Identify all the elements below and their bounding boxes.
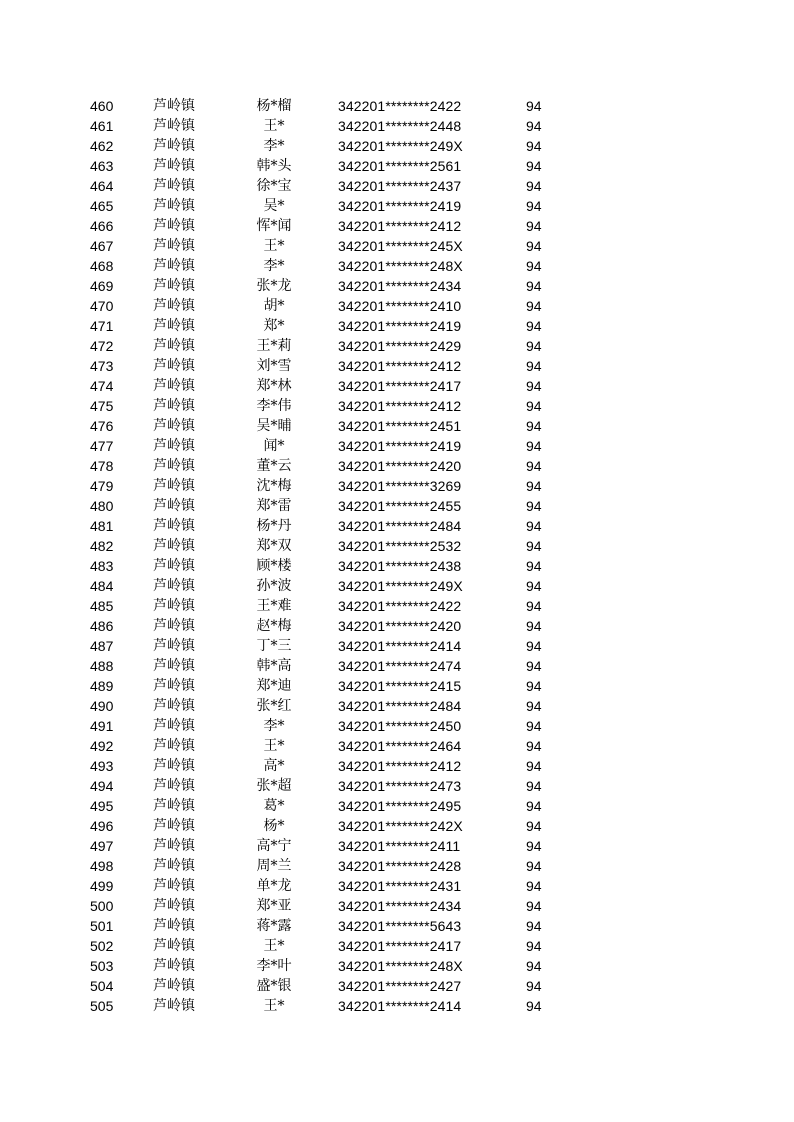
town-name: 芦岭镇	[153, 198, 195, 214]
id-number: 342201********2419	[338, 198, 462, 214]
person-name: 恽*闻	[256, 218, 292, 234]
score-value: 94	[526, 598, 542, 614]
town-name: 芦岭镇	[153, 918, 195, 934]
row-number: 464	[90, 178, 114, 194]
id-number: 342201********2450	[338, 718, 462, 734]
id-number: 342201********5643	[338, 918, 462, 934]
table-row	[0, 696, 794, 716]
id-number: 342201********2473	[338, 778, 462, 794]
person-name: 李*	[263, 718, 285, 734]
row-number: 462	[90, 138, 114, 154]
table-row	[0, 856, 794, 876]
person-name: 郑*	[263, 318, 285, 334]
row-number: 482	[90, 538, 114, 554]
person-name: 单*龙	[256, 878, 292, 894]
town-name: 芦岭镇	[153, 978, 195, 994]
table-row	[0, 616, 794, 636]
row-number: 474	[90, 378, 114, 394]
score-value: 94	[526, 738, 542, 754]
row-number: 470	[90, 298, 114, 314]
row-number: 497	[90, 838, 114, 854]
person-name: 丁*三	[256, 638, 292, 654]
town-name: 芦岭镇	[153, 538, 195, 554]
table-row	[0, 196, 794, 216]
id-number: 342201********2438	[338, 558, 462, 574]
score-value: 94	[526, 718, 542, 734]
score-value: 94	[526, 438, 542, 454]
score-value: 94	[526, 218, 542, 234]
row-number: 499	[90, 878, 114, 894]
id-number: 342201********2422	[338, 98, 462, 114]
id-number: 342201********242X	[338, 818, 463, 834]
id-number: 342201********2448	[338, 118, 462, 134]
table-row	[0, 896, 794, 916]
table-row	[0, 296, 794, 316]
person-name: 赵*梅	[256, 618, 292, 634]
row-number: 501	[90, 918, 114, 934]
person-name: 张*超	[256, 778, 292, 794]
id-number: 342201********2412	[338, 218, 462, 234]
person-name: 王*	[263, 938, 285, 954]
row-number: 478	[90, 458, 114, 474]
table-row	[0, 996, 794, 1016]
person-name: 郑*亚	[256, 898, 292, 914]
id-number: 342201********2434	[338, 278, 462, 294]
person-name: 顾*楼	[256, 558, 292, 574]
id-number: 342201********2437	[338, 178, 462, 194]
table-row	[0, 736, 794, 756]
town-name: 芦岭镇	[153, 878, 195, 894]
town-name: 芦岭镇	[153, 418, 195, 434]
table-row	[0, 776, 794, 796]
town-name: 芦岭镇	[153, 438, 195, 454]
row-number: 476	[90, 418, 114, 434]
row-number: 489	[90, 678, 114, 694]
table-row	[0, 976, 794, 996]
table-row	[0, 656, 794, 676]
table-row	[0, 256, 794, 276]
person-name: 徐*宝	[256, 178, 292, 194]
town-name: 芦岭镇	[153, 638, 195, 654]
table-row	[0, 876, 794, 896]
table-row	[0, 936, 794, 956]
person-name: 王*	[263, 238, 285, 254]
person-name: 郑*林	[256, 378, 292, 394]
row-number: 505	[90, 998, 114, 1014]
score-value: 94	[526, 918, 542, 934]
town-name: 芦岭镇	[153, 478, 195, 494]
table-row	[0, 156, 794, 176]
row-number: 477	[90, 438, 114, 454]
id-number: 342201********249X	[338, 138, 463, 154]
table-row	[0, 336, 794, 356]
table-row	[0, 456, 794, 476]
person-name: 王*难	[256, 598, 292, 614]
table-row	[0, 396, 794, 416]
table-row	[0, 556, 794, 576]
score-value: 94	[526, 198, 542, 214]
town-name: 芦岭镇	[153, 238, 195, 254]
row-number: 486	[90, 618, 114, 634]
town-name: 芦岭镇	[153, 258, 195, 274]
score-value: 94	[526, 178, 542, 194]
person-name: 董*云	[256, 458, 292, 474]
table-row	[0, 356, 794, 376]
table-row	[0, 116, 794, 136]
id-number: 342201********249X	[338, 578, 463, 594]
person-name: 沈*梅	[256, 478, 292, 494]
row-number: 496	[90, 818, 114, 834]
table-row	[0, 416, 794, 436]
row-number: 472	[90, 338, 114, 354]
table-row	[0, 136, 794, 156]
table-row	[0, 436, 794, 456]
score-value: 94	[526, 278, 542, 294]
person-name: 王*	[263, 118, 285, 134]
id-number: 342201********2412	[338, 358, 462, 374]
town-name: 芦岭镇	[153, 738, 195, 754]
id-number: 342201********2412	[338, 398, 462, 414]
person-name: 孙*波	[256, 578, 292, 594]
row-number: 481	[90, 518, 114, 534]
town-name: 芦岭镇	[153, 718, 195, 734]
person-name: 杨*	[263, 818, 285, 834]
score-value: 94	[526, 478, 542, 494]
id-number: 342201********2434	[338, 898, 462, 914]
table-row	[0, 176, 794, 196]
records-table	[0, 96, 794, 1016]
person-name: 王*	[263, 738, 285, 754]
score-value: 94	[526, 538, 542, 554]
score-value: 94	[526, 898, 542, 914]
town-name: 芦岭镇	[153, 858, 195, 874]
table-row	[0, 496, 794, 516]
id-number: 342201********2417	[338, 378, 462, 394]
town-name: 芦岭镇	[153, 338, 195, 354]
town-name: 芦岭镇	[153, 958, 195, 974]
score-value: 94	[526, 818, 542, 834]
row-number: 494	[90, 778, 114, 794]
id-number: 342201********2412	[338, 758, 462, 774]
person-name: 高*	[263, 758, 285, 774]
row-number: 492	[90, 738, 114, 754]
score-value: 94	[526, 958, 542, 974]
id-number: 342201********2414	[338, 998, 462, 1014]
score-value: 94	[526, 298, 542, 314]
id-number: 342201********2411	[338, 838, 461, 854]
row-number: 460	[90, 98, 114, 114]
row-number: 463	[90, 158, 114, 174]
score-value: 94	[526, 578, 542, 594]
score-value: 94	[526, 758, 542, 774]
id-number: 342201********2428	[338, 858, 462, 874]
id-number: 342201********2419	[338, 318, 462, 334]
town-name: 芦岭镇	[153, 498, 195, 514]
table-row	[0, 276, 794, 296]
table-row	[0, 236, 794, 256]
score-value: 94	[526, 558, 542, 574]
table-row	[0, 376, 794, 396]
town-name: 芦岭镇	[153, 318, 195, 334]
person-name: 吴*	[263, 198, 285, 214]
town-name: 芦岭镇	[153, 158, 195, 174]
id-number: 342201********245X	[338, 238, 463, 254]
person-name: 李*	[263, 138, 285, 154]
row-number: 473	[90, 358, 114, 374]
town-name: 芦岭镇	[153, 298, 195, 314]
id-number: 342201********2484	[338, 698, 462, 714]
person-name: 郑*迪	[256, 678, 292, 694]
score-value: 94	[526, 798, 542, 814]
score-value: 94	[526, 318, 542, 334]
person-name: 郑*双	[256, 538, 292, 554]
score-value: 94	[526, 338, 542, 354]
row-number: 480	[90, 498, 114, 514]
id-number: 342201********2420	[338, 458, 462, 474]
table-row	[0, 636, 794, 656]
score-value: 94	[526, 978, 542, 994]
table-row	[0, 796, 794, 816]
score-value: 94	[526, 618, 542, 634]
table-row	[0, 576, 794, 596]
row-number: 498	[90, 858, 114, 874]
score-value: 94	[526, 938, 542, 954]
score-value: 94	[526, 358, 542, 374]
score-value: 94	[526, 158, 542, 174]
person-name: 韩*头	[256, 158, 292, 174]
person-name: 李*	[263, 258, 285, 274]
score-value: 94	[526, 878, 542, 894]
row-number: 465	[90, 198, 114, 214]
id-number: 342201********2427	[338, 978, 462, 994]
town-name: 芦岭镇	[153, 838, 195, 854]
person-name: 高*宁	[256, 838, 292, 854]
id-number: 342201********2410	[338, 298, 462, 314]
score-value: 94	[526, 138, 542, 154]
row-number: 491	[90, 718, 114, 734]
id-number: 342201********248X	[338, 958, 463, 974]
id-number: 342201********2415	[338, 678, 462, 694]
person-name: 杨*榴	[256, 98, 292, 114]
person-name: 郑*雷	[256, 498, 292, 514]
id-number: 342201********2495	[338, 798, 462, 814]
id-number: 342201********2464	[338, 738, 462, 754]
table-row	[0, 956, 794, 976]
score-value: 94	[526, 638, 542, 654]
person-name: 刘*雪	[256, 358, 292, 374]
town-name: 芦岭镇	[153, 778, 195, 794]
row-number: 487	[90, 638, 114, 654]
score-value: 94	[526, 998, 542, 1014]
score-value: 94	[526, 98, 542, 114]
id-number: 342201********2455	[338, 498, 462, 514]
town-name: 芦岭镇	[153, 378, 195, 394]
score-value: 94	[526, 778, 542, 794]
row-number: 471	[90, 318, 114, 334]
score-value: 94	[526, 518, 542, 534]
score-value: 94	[526, 838, 542, 854]
row-number: 503	[90, 958, 114, 974]
score-value: 94	[526, 258, 542, 274]
town-name: 芦岭镇	[153, 558, 195, 574]
person-name: 李*伟	[256, 398, 292, 414]
id-number: 342201********2414	[338, 638, 462, 654]
table-row	[0, 756, 794, 776]
row-number: 479	[90, 478, 114, 494]
table-row	[0, 216, 794, 236]
row-number: 500	[90, 898, 114, 914]
person-name: 胡*	[263, 298, 285, 314]
score-value: 94	[526, 698, 542, 714]
score-value: 94	[526, 118, 542, 134]
town-name: 芦岭镇	[153, 678, 195, 694]
row-number: 466	[90, 218, 114, 234]
town-name: 芦岭镇	[153, 818, 195, 834]
person-name: 周*兰	[256, 858, 292, 874]
id-number: 342201********248X	[338, 258, 463, 274]
row-number: 495	[90, 798, 114, 814]
town-name: 芦岭镇	[153, 178, 195, 194]
person-name: 王*莉	[256, 338, 292, 354]
id-number: 342201********2419	[338, 438, 462, 454]
town-name: 芦岭镇	[153, 998, 195, 1014]
id-number: 342201********2422	[338, 598, 462, 614]
town-name: 芦岭镇	[153, 698, 195, 714]
town-name: 芦岭镇	[153, 118, 195, 134]
table-row	[0, 716, 794, 736]
table-row	[0, 476, 794, 496]
id-number: 342201********2417	[338, 938, 462, 954]
row-number: 493	[90, 758, 114, 774]
row-number: 490	[90, 698, 114, 714]
town-name: 芦岭镇	[153, 798, 195, 814]
town-name: 芦岭镇	[153, 578, 195, 594]
person-name: 李*叶	[256, 958, 292, 974]
town-name: 芦岭镇	[153, 398, 195, 414]
score-value: 94	[526, 678, 542, 694]
person-name: 杨*丹	[256, 518, 292, 534]
town-name: 芦岭镇	[153, 358, 195, 374]
person-name: 蒋*露	[256, 918, 292, 934]
town-name: 芦岭镇	[153, 278, 195, 294]
score-value: 94	[526, 418, 542, 434]
row-number: 461	[90, 118, 114, 134]
table-row	[0, 676, 794, 696]
score-value: 94	[526, 238, 542, 254]
table-row	[0, 816, 794, 836]
row-number: 488	[90, 658, 114, 674]
table-row	[0, 836, 794, 856]
town-name: 芦岭镇	[153, 218, 195, 234]
row-number: 485	[90, 598, 114, 614]
score-value: 94	[526, 658, 542, 674]
person-name: 盛*银	[256, 978, 292, 994]
row-number: 504	[90, 978, 114, 994]
id-number: 342201********2451	[338, 418, 462, 434]
id-number: 342201********2429	[338, 338, 462, 354]
score-value: 94	[526, 498, 542, 514]
id-number: 342201********3269	[338, 478, 462, 494]
id-number: 342201********2484	[338, 518, 462, 534]
row-number: 502	[90, 938, 114, 954]
id-number: 342201********2474	[338, 658, 462, 674]
town-name: 芦岭镇	[153, 618, 195, 634]
row-number: 484	[90, 578, 114, 594]
row-number: 483	[90, 558, 114, 574]
table-row	[0, 516, 794, 536]
id-number: 342201********2420	[338, 618, 462, 634]
row-number: 469	[90, 278, 114, 294]
town-name: 芦岭镇	[153, 898, 195, 914]
table-row	[0, 916, 794, 936]
row-number: 467	[90, 238, 114, 254]
town-name: 芦岭镇	[153, 458, 195, 474]
row-number: 468	[90, 258, 114, 274]
person-name: 吴*晡	[256, 418, 292, 434]
person-name: 葛*	[263, 798, 285, 814]
id-number: 342201********2561	[338, 158, 462, 174]
row-number: 475	[90, 398, 114, 414]
town-name: 芦岭镇	[153, 758, 195, 774]
person-name: 张*红	[256, 698, 292, 714]
person-name: 闻*	[263, 438, 285, 454]
score-value: 94	[526, 858, 542, 874]
town-name: 芦岭镇	[153, 658, 195, 674]
person-name: 韩*高	[256, 658, 292, 674]
person-name: 王*	[263, 998, 285, 1014]
score-value: 94	[526, 378, 542, 394]
table-row	[0, 96, 794, 116]
score-value: 94	[526, 398, 542, 414]
town-name: 芦岭镇	[153, 938, 195, 954]
score-value: 94	[526, 458, 542, 474]
town-name: 芦岭镇	[153, 598, 195, 614]
town-name: 芦岭镇	[153, 98, 195, 114]
table-row	[0, 596, 794, 616]
town-name: 芦岭镇	[153, 518, 195, 534]
town-name: 芦岭镇	[153, 138, 195, 154]
id-number: 342201********2532	[338, 538, 462, 554]
table-row	[0, 536, 794, 556]
id-number: 342201********2431	[338, 878, 462, 894]
person-name: 张*龙	[256, 278, 292, 294]
table-row	[0, 316, 794, 336]
